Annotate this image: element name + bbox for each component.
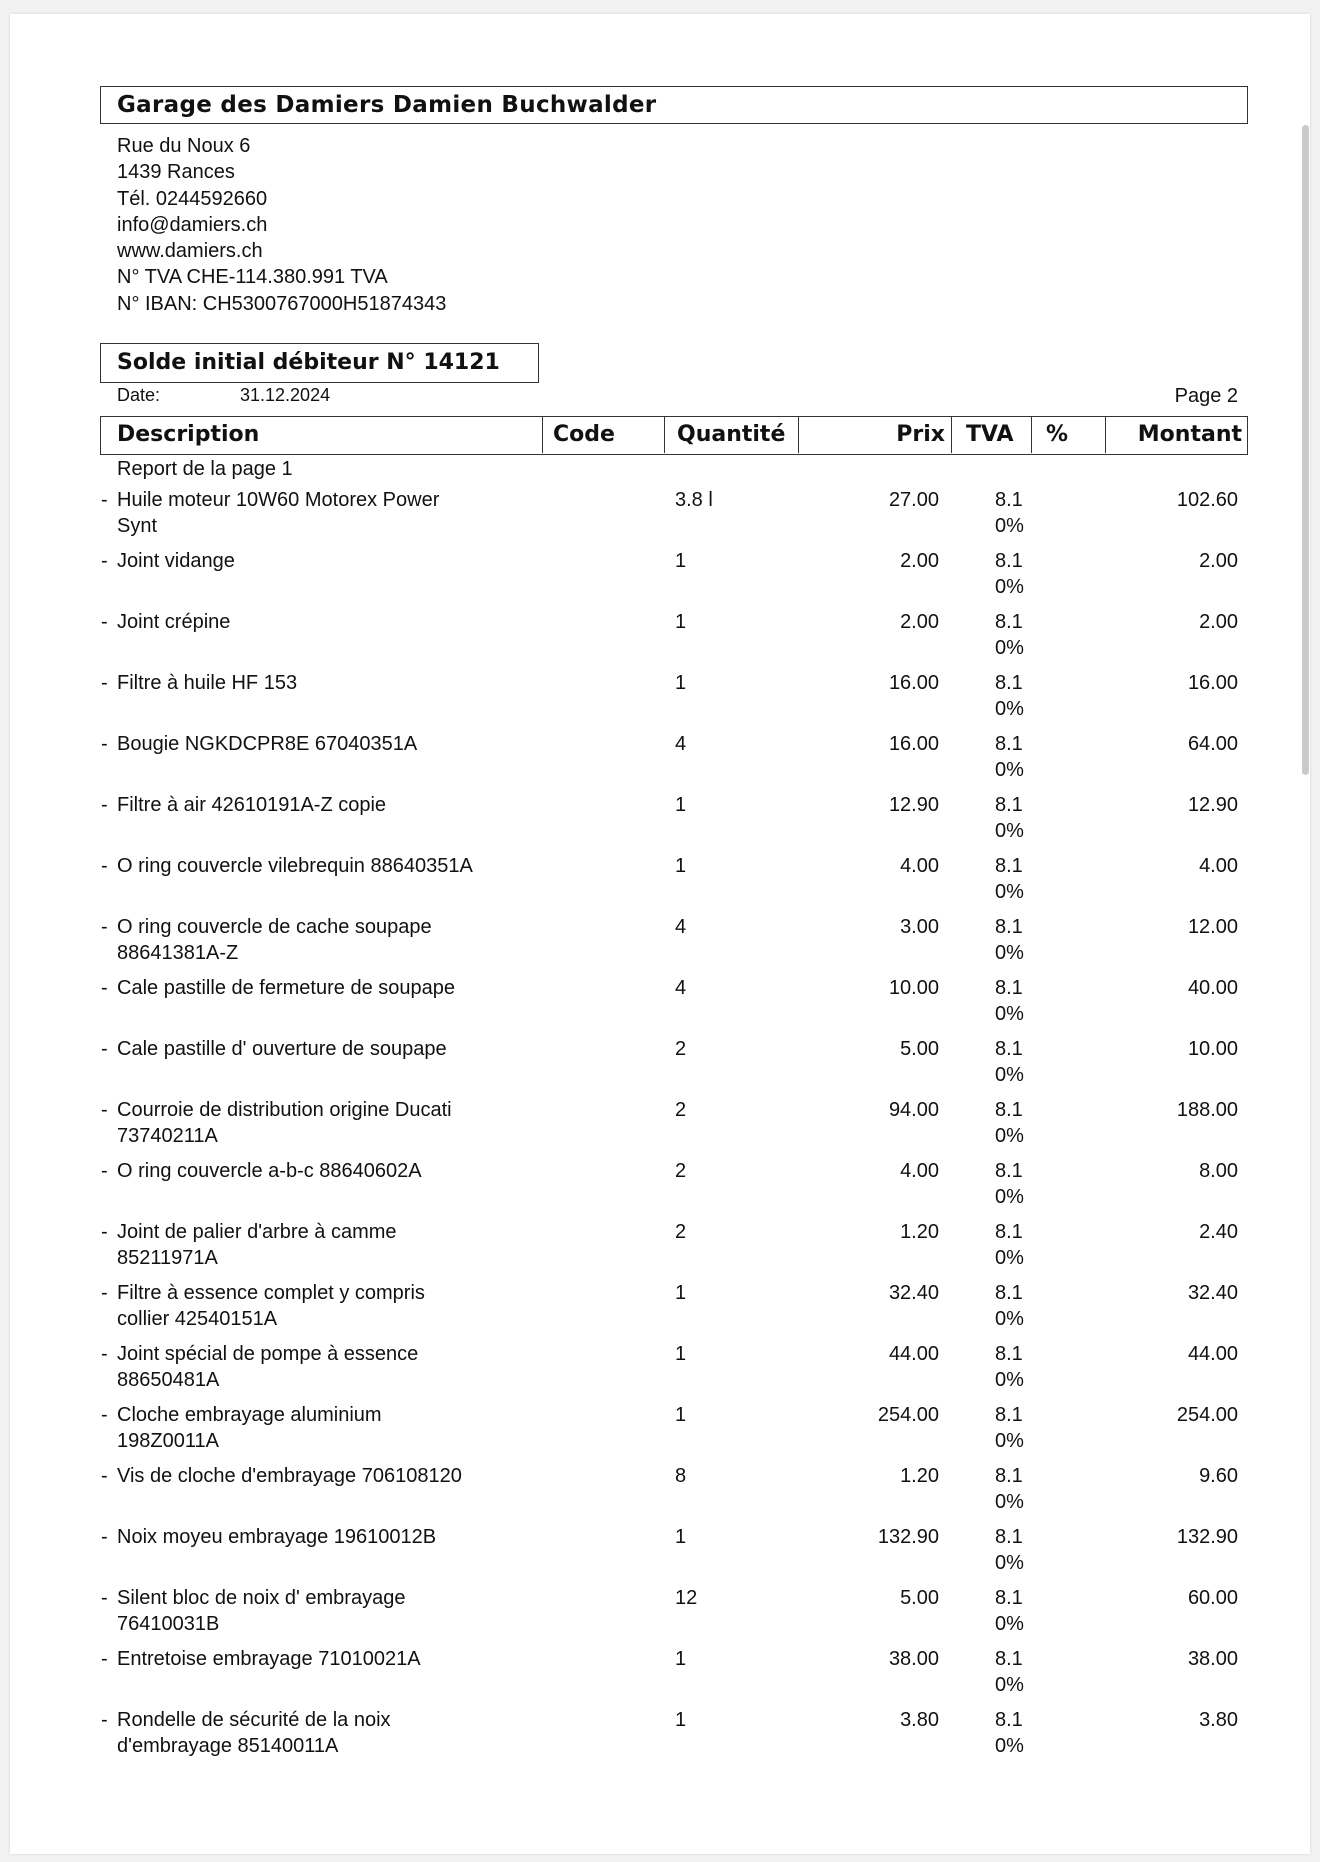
item-vat-rate: 8.1	[995, 489, 1023, 511]
item-price: 5.00	[900, 1587, 939, 1609]
item-quantity: 1	[675, 611, 687, 633]
item-amount: 254.00	[1176, 1404, 1238, 1426]
item-vat-percent: 0%	[995, 1613, 1024, 1635]
row-dash: -	[101, 1282, 108, 1304]
item-vat-rate: 8.1	[995, 1648, 1023, 1670]
item-vat-percent: 0%	[995, 759, 1024, 781]
item-vat	[995, 853, 1024, 905]
item-description: Entretoise embrayage 71010021A	[117, 1648, 421, 1670]
row-dash: -	[101, 1038, 108, 1060]
item-vat	[995, 1036, 1024, 1088]
item-vat-rate: 8.1	[995, 1404, 1023, 1426]
item-price: 5.00	[900, 1038, 939, 1060]
item-price: 2.00	[900, 611, 939, 633]
table-header	[100, 416, 1248, 455]
item-vat-rate: 8.1	[995, 611, 1023, 633]
item-vat-percent: 0%	[995, 576, 1024, 598]
item-vat-percent: 0%	[995, 1491, 1024, 1513]
item-vat-percent: 0%	[995, 1735, 1024, 1757]
company-name: Garage des Damiers Damien Buchwalder	[117, 92, 657, 118]
item-price: 3.80	[900, 1709, 939, 1731]
item-quantity: 2	[675, 1160, 687, 1182]
row-dash: -	[101, 916, 108, 938]
item-amount: 132.90	[1176, 1526, 1238, 1548]
company-header-box	[100, 86, 1248, 124]
item-vat	[995, 792, 1024, 844]
item-price: 3.00	[900, 916, 939, 938]
document-title: Solde initial débiteur N° 14121	[117, 350, 500, 375]
table-row	[0, 731, 1320, 791]
item-vat	[995, 975, 1024, 1027]
item-vat-rate: 8.1	[995, 1587, 1023, 1609]
item-vat	[995, 1402, 1024, 1454]
item-quantity: 1	[675, 1648, 687, 1670]
item-quantity: 4	[675, 733, 687, 755]
item-vat-percent: 0%	[995, 942, 1024, 964]
item-amount: 32.40	[1187, 1282, 1238, 1304]
item-price: 1.20	[900, 1221, 939, 1243]
item-quantity: 1	[675, 1526, 687, 1548]
row-dash: -	[101, 1526, 108, 1548]
item-vat-percent: 0%	[995, 1247, 1024, 1269]
item-quantity: 4	[675, 977, 687, 999]
item-amount: 16.00	[1187, 672, 1238, 694]
item-description: Filtre à huile HF 153	[117, 672, 298, 694]
item-description: Cloche embrayage aluminium 198Z0011A	[117, 1404, 382, 1452]
item-description: Filtre à essence complet y compris collier 42540151A	[117, 1282, 425, 1330]
item-price: 27.00	[888, 489, 939, 511]
item-amount: 2.00	[1199, 550, 1238, 572]
item-amount: 2.40	[1199, 1221, 1238, 1243]
table-row	[0, 1402, 1320, 1462]
item-vat	[995, 670, 1024, 722]
item-amount: 12.00	[1187, 916, 1238, 938]
table-row	[0, 1341, 1320, 1401]
item-vat	[995, 1707, 1024, 1759]
item-vat-rate: 8.1	[995, 1709, 1023, 1731]
date-label: Date:	[117, 385, 161, 405]
item-vat-percent: 0%	[995, 1369, 1024, 1391]
item-description: Vis de cloche d'embrayage 706108120	[117, 1465, 462, 1487]
item-amount: 2.00	[1199, 611, 1238, 633]
item-vat-rate: 8.1	[995, 1465, 1023, 1487]
item-vat-percent: 0%	[995, 1430, 1024, 1452]
item-amount: 60.00	[1187, 1587, 1238, 1609]
table-row	[0, 914, 1320, 974]
item-amount: 40.00	[1187, 977, 1238, 999]
item-price: 38.00	[888, 1648, 939, 1670]
table-row	[0, 975, 1320, 1035]
item-amount: 12.90	[1187, 794, 1238, 816]
item-vat	[995, 1097, 1024, 1149]
item-vat	[995, 548, 1024, 600]
item-quantity: 1	[675, 1709, 687, 1731]
item-vat-rate: 8.1	[995, 1221, 1023, 1243]
table-row	[0, 792, 1320, 852]
item-description: O ring couvercle de cache soupape 88641381A-Z	[117, 916, 432, 964]
row-dash: -	[101, 1465, 108, 1487]
item-vat-rate: 8.1	[995, 1343, 1023, 1365]
item-vat-percent: 0%	[995, 1308, 1024, 1330]
header-description: Description	[117, 422, 260, 447]
item-description: Cale pastille d' ouverture de soupape	[117, 1038, 447, 1060]
row-dash: -	[101, 1404, 108, 1426]
item-amount: 44.00	[1187, 1343, 1238, 1365]
table-row	[0, 670, 1320, 730]
item-vat	[995, 1341, 1024, 1393]
item-vat-percent: 0%	[995, 881, 1024, 903]
item-quantity: 4	[675, 916, 687, 938]
item-description: Silent bloc de noix d' embrayage 76410031B	[117, 1587, 406, 1635]
row-dash: -	[101, 1343, 108, 1365]
item-price: 254.00	[877, 1404, 939, 1426]
table-row	[0, 1158, 1320, 1218]
item-amount: 8.00	[1199, 1160, 1238, 1182]
row-dash: -	[101, 733, 108, 755]
table-row	[0, 853, 1320, 913]
item-description: Joint de palier d'arbre à camme 85211971A	[117, 1221, 397, 1269]
item-amount: 3.80	[1199, 1709, 1238, 1731]
row-dash: -	[101, 550, 108, 572]
item-description: Rondelle de sécurité de la noix d'embrayage 85140011A	[117, 1709, 391, 1757]
table-row	[0, 487, 1320, 547]
item-description: O ring couvercle vilebrequin 88640351A	[117, 855, 473, 877]
item-vat-rate: 8.1	[995, 977, 1023, 999]
row-dash: -	[101, 489, 108, 511]
item-vat-rate: 8.1	[995, 672, 1023, 694]
item-vat-percent: 0%	[995, 1003, 1024, 1025]
table-row	[0, 1097, 1320, 1157]
item-vat	[995, 914, 1024, 966]
item-vat-rate: 8.1	[995, 1038, 1023, 1060]
item-description: Joint spécial de pompe à essence 88650481A	[117, 1343, 419, 1391]
item-price: 4.00	[900, 855, 939, 877]
item-vat	[995, 1524, 1024, 1576]
item-vat	[995, 1219, 1024, 1271]
item-vat-percent: 0%	[995, 1552, 1024, 1574]
item-quantity: 1	[675, 794, 687, 816]
header-percent: %	[1031, 417, 1107, 453]
row-dash: -	[101, 1709, 108, 1731]
item-vat-percent: 0%	[995, 1125, 1024, 1147]
item-price: 10.00	[888, 977, 939, 999]
item-description: Joint crépine	[117, 611, 231, 633]
page-number: Page 2	[1174, 385, 1238, 407]
item-vat-rate: 8.1	[995, 1099, 1023, 1121]
item-vat	[995, 1646, 1024, 1698]
item-quantity: 2	[675, 1099, 687, 1121]
header-code: Code	[542, 417, 666, 453]
header-prix: Prix	[798, 417, 953, 453]
company-address	[117, 133, 446, 317]
item-vat-rate: 8.1	[995, 733, 1023, 755]
item-price: 4.00	[900, 1160, 939, 1182]
row-dash: -	[101, 672, 108, 694]
row-dash: -	[101, 794, 108, 816]
item-vat-percent: 0%	[995, 698, 1024, 720]
row-dash: -	[101, 1160, 108, 1182]
item-vat	[995, 609, 1024, 661]
item-vat-percent: 0%	[995, 1064, 1024, 1086]
item-vat-percent: 0%	[995, 637, 1024, 659]
row-dash: -	[101, 855, 108, 877]
table-row	[0, 1524, 1320, 1584]
item-quantity: 1	[675, 550, 687, 572]
item-price: 12.90	[888, 794, 939, 816]
item-vat	[995, 1280, 1024, 1332]
item-amount: 9.60	[1199, 1465, 1238, 1487]
header-montant: Montant	[1105, 417, 1246, 453]
item-price: 16.00	[888, 672, 939, 694]
item-description: Filtre à air 42610191A-Z copie	[117, 794, 387, 816]
item-quantity: 2	[675, 1221, 687, 1243]
item-amount: 102.60	[1176, 489, 1238, 511]
item-description: Noix moyeu embrayage 19610012B	[117, 1526, 437, 1548]
item-quantity: 1	[675, 672, 687, 694]
item-vat-rate: 8.1	[995, 855, 1023, 877]
item-vat	[995, 731, 1024, 783]
item-quantity: 1	[675, 1404, 687, 1426]
item-amount: 4.00	[1199, 855, 1238, 877]
report-line: Report de la page 1	[117, 458, 293, 480]
item-price: 94.00	[888, 1099, 939, 1121]
item-vat-rate: 8.1	[995, 550, 1023, 572]
item-price: 16.00	[888, 733, 939, 755]
item-vat-rate: 8.1	[995, 1160, 1023, 1182]
item-vat-percent: 0%	[995, 1674, 1024, 1696]
document-title-box	[100, 343, 539, 383]
item-vat	[995, 1585, 1024, 1637]
table-row	[0, 1036, 1320, 1096]
item-price: 44.00	[888, 1343, 939, 1365]
item-description: Joint vidange	[117, 550, 235, 572]
item-quantity: 1	[675, 1282, 687, 1304]
item-description: Cale pastille de fermeture de soupape	[117, 977, 455, 999]
row-dash: -	[101, 611, 108, 633]
table-row	[0, 1219, 1320, 1279]
item-description: Bougie NGKDCPR8E 67040351A	[117, 733, 418, 755]
item-vat-rate: 8.1	[995, 1526, 1023, 1548]
item-vat-percent: 0%	[995, 820, 1024, 842]
address-iban: N° IBAN: CH5300767000H51874343	[117, 292, 447, 315]
item-vat-rate: 8.1	[995, 1282, 1023, 1304]
address-phone: Tél. 0244592660	[117, 187, 268, 210]
table-row	[0, 1646, 1320, 1706]
row-dash: -	[101, 1587, 108, 1609]
item-amount: 188.00	[1176, 1099, 1238, 1121]
item-price: 32.40	[888, 1282, 939, 1304]
address-vat-number: N° TVA CHE-114.380.991 TVA	[117, 266, 388, 289]
item-description: Courroie de distribution origine Ducati 73740211A	[117, 1099, 452, 1147]
item-price: 2.00	[900, 550, 939, 572]
item-amount: 10.00	[1187, 1038, 1238, 1060]
item-quantity: 1	[675, 1343, 687, 1365]
table-row	[0, 1463, 1320, 1523]
item-vat	[995, 1463, 1024, 1515]
row-dash: -	[101, 1099, 108, 1121]
table-row	[0, 609, 1320, 669]
address-street: Rue du Noux 6	[117, 135, 251, 157]
item-description: Huile moteur 10W60 Motorex Power Synt	[117, 489, 440, 537]
row-dash: -	[101, 977, 108, 999]
item-vat	[995, 487, 1024, 539]
address-email: info@damiers.ch	[117, 213, 268, 236]
table-row	[0, 548, 1320, 608]
header-tva: TVA	[951, 417, 1033, 453]
item-price: 1.20	[900, 1465, 939, 1487]
item-vat-percent: 0%	[995, 515, 1024, 537]
item-vat-percent: 0%	[995, 1186, 1024, 1208]
item-quantity: 2	[675, 1038, 687, 1060]
item-vat-rate: 8.1	[995, 794, 1023, 816]
item-amount: 64.00	[1187, 733, 1238, 755]
table-row	[0, 1707, 1320, 1767]
row-dash: -	[101, 1648, 108, 1670]
item-price: 132.90	[877, 1526, 939, 1548]
item-quantity: 8	[675, 1465, 687, 1487]
item-description: O ring couvercle a-b-c 88640602A	[117, 1160, 422, 1182]
row-dash: -	[101, 1221, 108, 1243]
header-quantite: Quantité	[664, 417, 800, 453]
item-quantity: 3.8 l	[675, 489, 713, 511]
address-city: 1439 Rances	[117, 161, 235, 184]
date-value: 31.12.2024	[240, 385, 331, 405]
item-vat-rate: 8.1	[995, 916, 1023, 938]
address-website: www.damiers.ch	[117, 240, 263, 263]
table-row	[0, 1585, 1320, 1645]
item-quantity: 1	[675, 855, 687, 877]
item-vat	[995, 1158, 1024, 1210]
item-quantity: 12	[675, 1587, 698, 1609]
item-amount: 38.00	[1187, 1648, 1238, 1670]
table-row	[0, 1280, 1320, 1340]
